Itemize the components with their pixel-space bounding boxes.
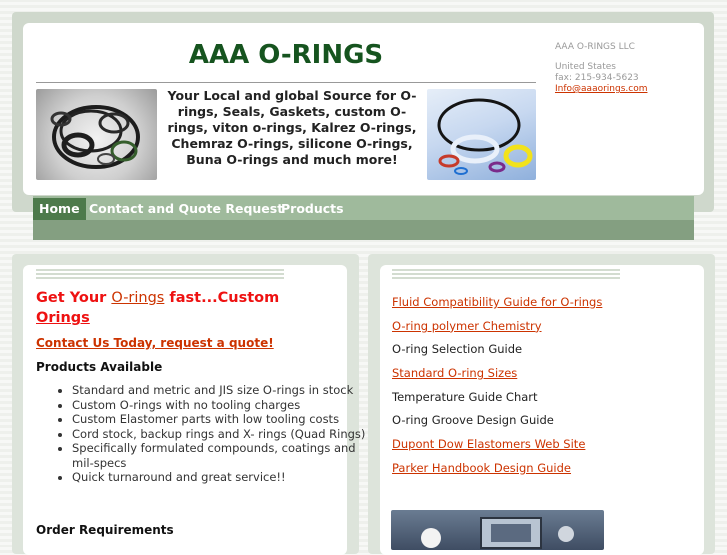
right-header-stripe	[392, 268, 620, 279]
nav-products[interactable]: Products	[281, 201, 344, 216]
product-item: • Custom O-rings with no tooling charges	[72, 398, 377, 413]
left-header-stripe	[36, 268, 284, 279]
resource-text: O-ring Selection Guide	[392, 342, 523, 357]
resource-link[interactable]: Standard O-ring Sizes	[392, 366, 518, 381]
products-heading: Products Available	[36, 360, 163, 374]
machine-part-image	[391, 510, 604, 550]
order-requirements-heading: Order Requirements	[36, 523, 174, 537]
product-item: • Standard and metric and JIS size O-rings in stock	[72, 383, 377, 398]
promo-heading: Get Your O-rings fast...Custom Orings	[36, 290, 280, 326]
site-title: AAA O-RINGS	[188, 40, 384, 70]
o-rings-link[interactable]: O-rings	[111, 290, 165, 306]
resource-item	[392, 340, 702, 364]
resource-item	[392, 459, 702, 483]
country: United States	[555, 62, 616, 72]
email-link[interactable]: Info@aaaorings.com	[555, 84, 648, 94]
orings-link[interactable]: Orings	[36, 310, 90, 326]
resource-text: Temperature Guide Chart	[392, 389, 538, 404]
fax-number: fax: 215-934-5623	[555, 73, 639, 83]
resource-item	[392, 317, 702, 341]
resource-link[interactable]: O-ring polymer Chemistry	[392, 318, 542, 333]
product-item: • Custom Elastomer parts with low tooling costs	[72, 412, 377, 427]
contact-info	[555, 42, 695, 95]
resource-text: O-ring Groove Design Guide	[392, 413, 554, 428]
colored-o-rings-image	[427, 89, 536, 180]
request-quote-link[interactable]: Contact Us Today, request a quote!	[36, 336, 274, 350]
resource-link[interactable]: Fluid Compatibility Guide for O-rings	[392, 295, 603, 309]
resource-item	[392, 388, 702, 412]
product-item: • Cord stock, backup rings and X- rings (Quad Rings)	[72, 427, 377, 442]
o-ring-assortment-image	[36, 89, 157, 180]
resource-item	[392, 411, 702, 435]
company-name: AAA O-RINGS LLC	[555, 42, 635, 52]
resource-item	[392, 293, 702, 317]
nav-contact-quote[interactable]: Contact and Quote Request	[89, 201, 284, 216]
resources-list	[392, 293, 702, 483]
title-divider	[36, 82, 536, 83]
resource-link[interactable]: Dupont Dow Elastomers Web Site	[392, 437, 586, 452]
nav-home[interactable]: Home	[33, 198, 86, 220]
resource-link[interactable]: Parker Handbook Design Guide	[392, 460, 572, 475]
resource-item	[392, 435, 702, 459]
resource-item	[392, 364, 702, 388]
product-item: • Quick turnaround and great service!!	[72, 470, 377, 485]
products-list	[36, 383, 377, 485]
product-item: • Specifically formulated compounds, coatings and mil-specs	[72, 441, 377, 470]
tagline: Your Local and global Source for O-rings, Seals, Gaskets, custom O-rings, viton o-rings, Kalrez O-rings, Chemraz O-rings, silicone O-rings, Buna O-rings and much more!	[167, 88, 417, 167]
